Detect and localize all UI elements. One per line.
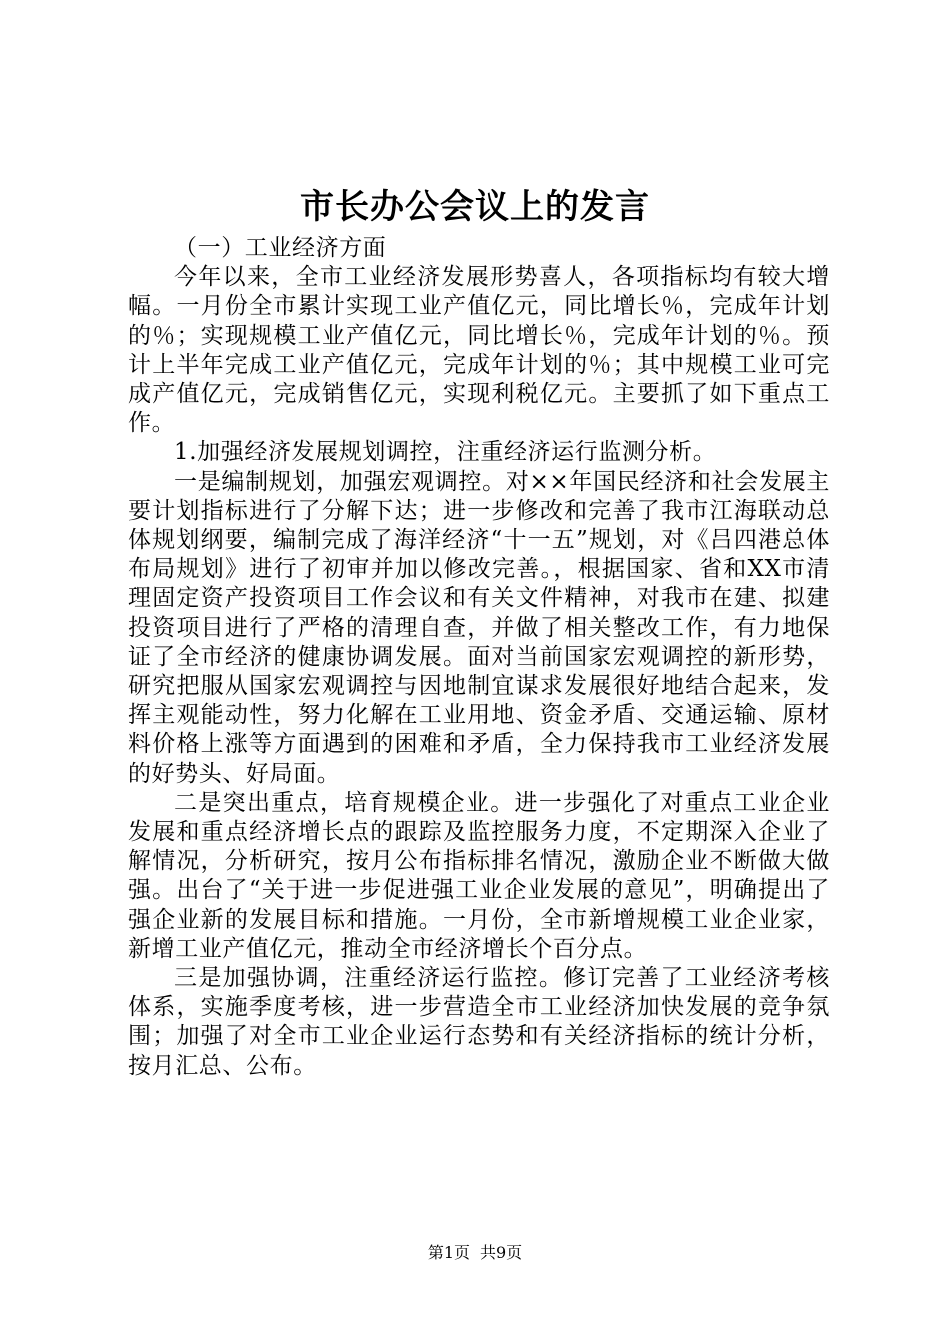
paragraph: 1.加强经济发展规划调控，注重经济运行监测分析。: [174, 439, 717, 466]
page-footer: [0, 1243, 950, 1263]
paragraph: 三是加强协调，注重经济运行监控。修订完善了工业经济考核体系，实施季度考核，进一步营造全市工业经济加快发展的竞争氛围；加强了对全市工业企业运行态势和有关经济指标的统计分析，按月汇总、公布。: [128, 965, 830, 1079]
page-total: 共9页: [480, 1243, 523, 1262]
document-title: 市长办公会议上的发言: [300, 187, 650, 227]
page-number: 第1页: [427, 1243, 470, 1262]
document-body: [128, 234, 830, 1081]
paragraph: 一是编制规划，加强宏观调控。对××年国民经济和社会发展主要计划指标进行了分解下达；进一步修改和完善了我市江海联动总体规划纲要，编制完成了海洋经济“十一五”规划，对《吕四港总体布局规划》进行了初审并加以修改完善。，根据国家、省和XX市清理固定资产投资项目工作会议和有关文件精神，对我市在建、拟建投资项目进行了严格的清理自查，并做了相关整改工作，有力地保证了全市经济的健康协调发展。面对当前国家宏观调控的新形势，研究把服从国家宏观调控与因地制宜谋求发展很好地结合起来，发挥主观能动性，努力化解在工业用地、资金矛盾、交通运输、原材料价格上涨等方面遇到的困难和矛盾，全力保持我市工业经济发展的好势头、好局面。: [128, 468, 830, 787]
paragraph: 二是突出重点，培育规模企业。进一步强化了对重点工业企业发展和重点经济增长点的跟踪及监控服务力度，不定期深入企业了解情况，分析研究，按月公布指标排名情况，激励企业不断做大做强。出台了“关于进一步促进强工业企业发展的意见”，明确提出了强企业新的发展目标和措施。一月份，全市新增规模工业企业家，新增工业产值亿元，推动全市经济增长个百分点。: [128, 789, 830, 962]
section-heading: （一）工业经济方面: [174, 235, 387, 261]
paragraph: 今年以来，全市工业经济发展形势喜人，各项指标均有较大增幅。一月份全市累计实现工业产值亿元，同比增长％，完成年计划的％；实现规模工业产值亿元，同比增长％，完成年计划的％。预计上半年完成工业产值亿元，完成年计划的％；其中规模工业可完成产值亿元，完成销售亿元，实现利税亿元。主要抓了如下重点工作。: [128, 264, 830, 437]
